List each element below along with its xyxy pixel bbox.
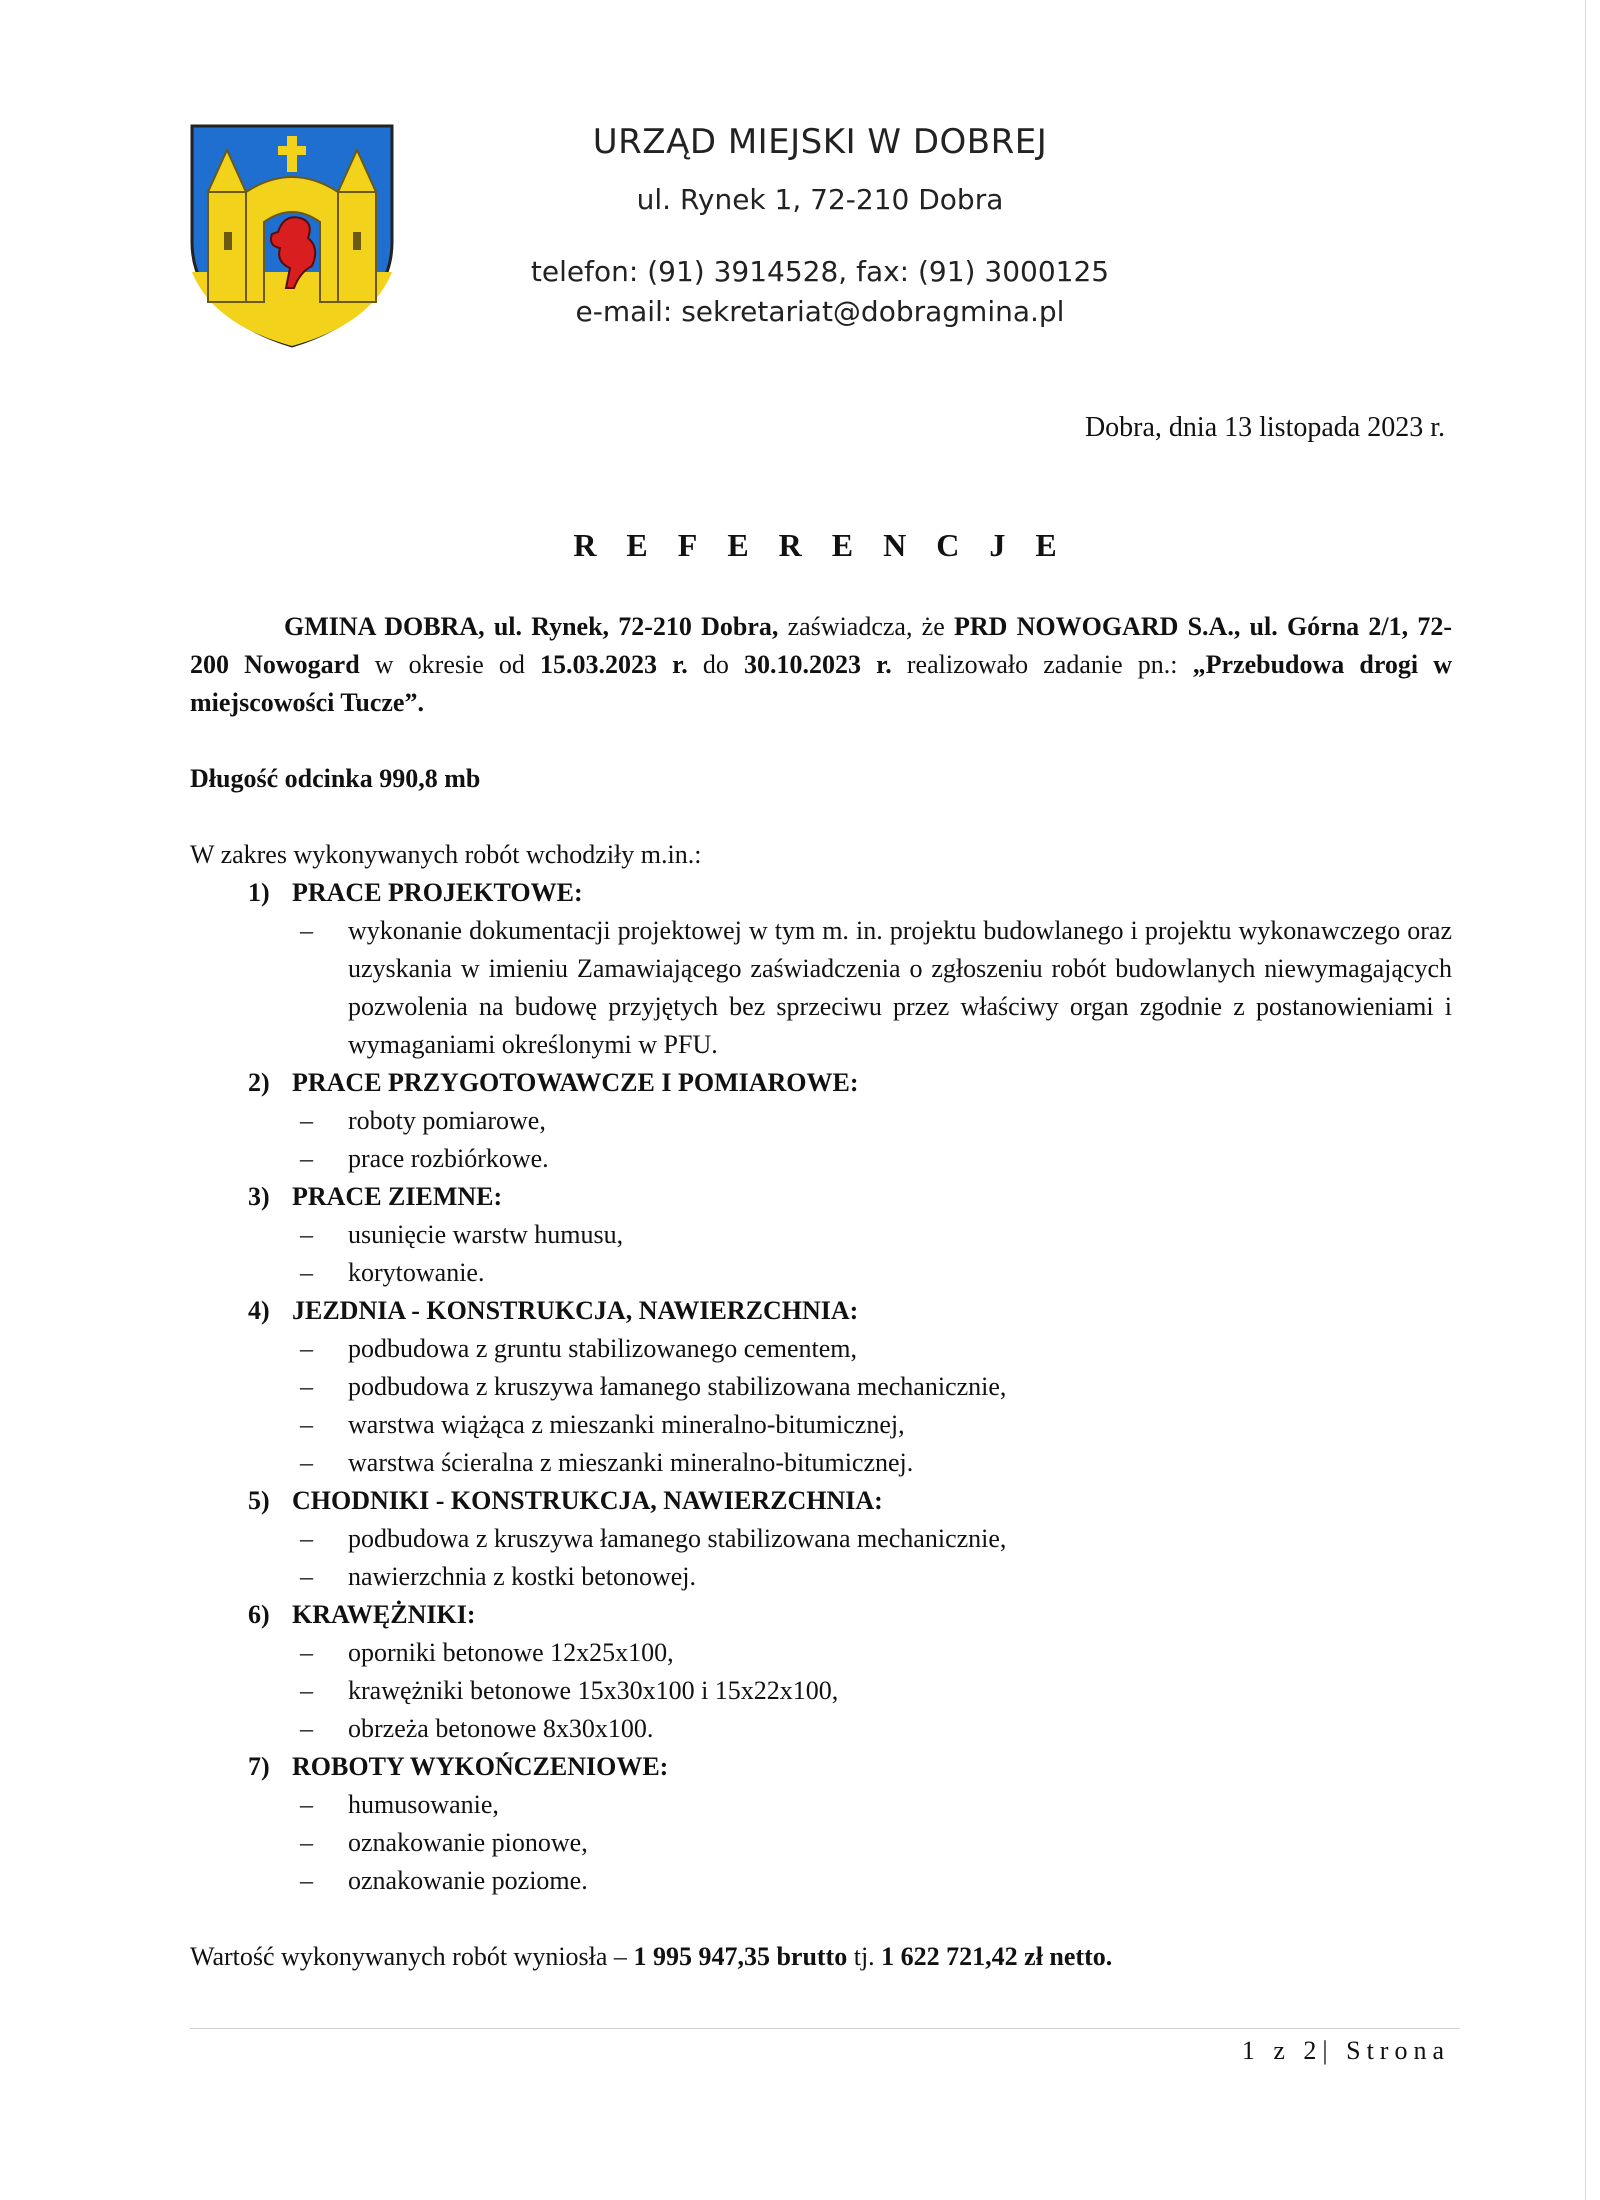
section-heading: [190, 1596, 1452, 1634]
office-phone-fax: telefon: (91) 3914528, fax: (91) 3000125: [530, 255, 1110, 288]
dash-bullet: –: [300, 1676, 313, 1705]
section-heading: [190, 874, 1452, 912]
scope-section: [190, 874, 1452, 1064]
office-name: URZĄD MIEJSKI W DOBREJ: [592, 122, 1048, 162]
scope-section: [190, 1596, 1452, 1748]
section-title: KRAWĘŻNIKI:: [292, 1600, 476, 1629]
list-item: [190, 1634, 1452, 1672]
dash-bullet: –: [300, 1334, 313, 1363]
scope-intro: W zakres wykonywanych robót wchodziły m.in.:: [190, 840, 702, 869]
list-item: [190, 1444, 1452, 1482]
dash-bullet: –: [300, 1866, 313, 1895]
value-mid: tj.: [847, 1942, 882, 1971]
section-title: JEZDNIA - KONSTRUKCJA, NAWIERZCHNIA:: [292, 1296, 859, 1325]
document-date: Dobra, dnia 13 listopada 2023 r.: [1084, 412, 1445, 443]
list-item: [190, 1862, 1452, 1900]
value-gross: 1 995 947,35 brutto: [633, 1942, 848, 1971]
intro-text-2: w okresie od: [359, 650, 540, 679]
section-items: [190, 912, 1452, 1064]
section-number: 1): [248, 878, 270, 907]
intro-text-4: realizowało zadanie pn.:: [891, 650, 1193, 679]
dash-bullet: –: [300, 1106, 313, 1135]
office-address: ul. Rynek 1, 72-210 Dobra: [636, 183, 1004, 216]
list-item-text: podbudowa z gruntu stabilizowanego cementem,: [348, 1334, 858, 1363]
section-title: PRACE PRZYGOTOWAWCZE I POMIAROWE:: [292, 1068, 859, 1097]
scope-section: [190, 1178, 1452, 1292]
dash-bullet: –: [300, 1410, 313, 1439]
office-email: e-mail: sekretariat@dobragmina.pl: [575, 295, 1065, 328]
dash-bullet: –: [300, 1220, 313, 1249]
document-body: [190, 608, 1452, 1976]
dash-bullet: –: [300, 1258, 313, 1287]
section-number: 2): [248, 1068, 270, 1097]
section-title: ROBOTY WYKOŃCZENIOWE:: [292, 1752, 669, 1781]
section-number: 3): [248, 1182, 270, 1211]
list-item: [190, 912, 1452, 1064]
scope-sections: [190, 874, 1452, 1900]
letterhead: [500, 118, 1140, 332]
list-item: [190, 1330, 1452, 1368]
date-from: 15.03.2023 r.: [539, 650, 688, 679]
section-items: [190, 1330, 1452, 1482]
intro-paragraph: [190, 608, 1452, 722]
list-item: [190, 1710, 1452, 1748]
section-heading: [190, 1064, 1452, 1102]
dash-bullet: –: [300, 1790, 313, 1819]
section-items: [190, 1102, 1452, 1178]
section-length: Długość odcinka 990,8 mb: [190, 764, 481, 793]
contractor: PRD NOWOGARD S.A., ul. Górna 2/1, 72-200 Nowogard: [190, 612, 1452, 679]
list-item: [190, 1558, 1452, 1596]
section-title: PRACE PROJEKTOWE:: [292, 878, 583, 907]
section-number: 4): [248, 1296, 270, 1325]
list-item-text: wykonanie dokumentacji projektowej w tym m. in. projektu budowlanego i projektu wykonawczego oraz uzyskania w imieniu Zamawiającego zaświadczenia o zgłoszeniu robót budowlanych niewymagających pozwolenia na budowę przyjętych bez sprzeciwu przez właściwy organ zgodnie z postanowieniami i wymaganiami określonymi w PFU.: [348, 916, 1452, 1059]
dash-bullet: –: [300, 1714, 313, 1743]
dash-bullet: –: [300, 916, 313, 945]
section-items: [190, 1216, 1452, 1292]
list-item: [190, 1102, 1452, 1140]
section-heading: [190, 1482, 1452, 1520]
coat-of-arms-icon: [188, 122, 396, 350]
list-item-text: oznakowanie pionowe,: [348, 1828, 588, 1857]
dash-bullet: –: [300, 1524, 313, 1553]
intro-text-1: zaświadcza, że: [778, 612, 954, 641]
list-item-text: usunięcie warstw humusu,: [348, 1220, 624, 1249]
list-item-text: krawężniki betonowe 15x30x100 i 15x22x100,: [348, 1676, 839, 1705]
list-item-text: warstwa wiążąca z mieszanki mineralno-bitumicznej,: [348, 1410, 905, 1439]
intro-text-3: do: [687, 650, 744, 679]
section-items: [190, 1786, 1452, 1900]
list-item: [190, 1672, 1452, 1710]
task-name: „Przebudowa drogi w miejscowości Tucze”.: [190, 650, 1453, 717]
list-item: [190, 1406, 1452, 1444]
section-title: CHODNIKI - KONSTRUKCJA, NAWIERZCHNIA:: [292, 1486, 883, 1515]
section-items: [190, 1520, 1452, 1596]
list-item-text: oznakowanie poziome.: [348, 1866, 588, 1895]
list-item-text: obrzeża betonowe 8x30x100.: [348, 1714, 654, 1743]
list-item-text: prace rozbiórkowe.: [348, 1144, 549, 1173]
issuer: GMINA DOBRA, ul. Rynek, 72-210 Dobra,: [284, 612, 779, 641]
footer-divider: [190, 2028, 1460, 2029]
scan-edge: [1585, 0, 1586, 2200]
dash-bullet: –: [300, 1372, 313, 1401]
page-number: 1 z 2| Strona: [1241, 2036, 1450, 2065]
scope-section: [190, 1482, 1452, 1596]
dash-bullet: –: [300, 1144, 313, 1173]
section-heading: [190, 1748, 1452, 1786]
section-items: [190, 1634, 1452, 1748]
list-item-text: nawierzchnia z kostki betonowej.: [348, 1562, 696, 1591]
list-item-text: podbudowa z kruszywa łamanego stabilizowana mechanicznie,: [348, 1372, 1007, 1401]
dash-bullet: –: [300, 1562, 313, 1591]
list-item-text: korytowanie.: [348, 1258, 485, 1287]
section-heading: [190, 1178, 1452, 1216]
section-heading: [190, 1292, 1452, 1330]
section-number: 7): [248, 1752, 270, 1781]
list-item: [190, 1824, 1452, 1862]
dash-bullet: –: [300, 1448, 313, 1477]
list-item-text: roboty pomiarowe,: [348, 1106, 546, 1135]
list-item-text: podbudowa z kruszywa łamanego stabilizowana mechanicznie,: [348, 1524, 1007, 1553]
scope-section: [190, 1292, 1452, 1482]
dash-bullet: –: [300, 1638, 313, 1667]
works-value: [190, 1938, 1452, 1976]
list-item: [190, 1368, 1452, 1406]
value-prefix: Wartość wykonywanych robót wyniosła –: [190, 1942, 634, 1971]
list-item: [190, 1140, 1452, 1178]
list-item-text: warstwa ścieralna z mieszanki mineralno-bitumicznej.: [348, 1448, 914, 1477]
section-number: 6): [248, 1600, 270, 1629]
list-item: [190, 1216, 1452, 1254]
value-net: 1 622 721,42 zł netto.: [881, 1942, 1113, 1971]
dash-bullet: –: [300, 1828, 313, 1857]
list-item-text: humusowanie,: [348, 1790, 499, 1819]
section-title: PRACE ZIEMNE:: [292, 1182, 503, 1211]
list-item-text: oporniki betonowe 12x25x100,: [348, 1638, 674, 1667]
section-number: 5): [248, 1486, 270, 1515]
list-item: [190, 1254, 1452, 1292]
list-item: [190, 1520, 1452, 1558]
document-title: REFERENCJE: [573, 527, 1087, 563]
date-to: 30.10.2023 r.: [744, 650, 892, 679]
scope-section: [190, 1748, 1452, 1900]
list-item: [190, 1786, 1452, 1824]
scope-section: [190, 1064, 1452, 1178]
